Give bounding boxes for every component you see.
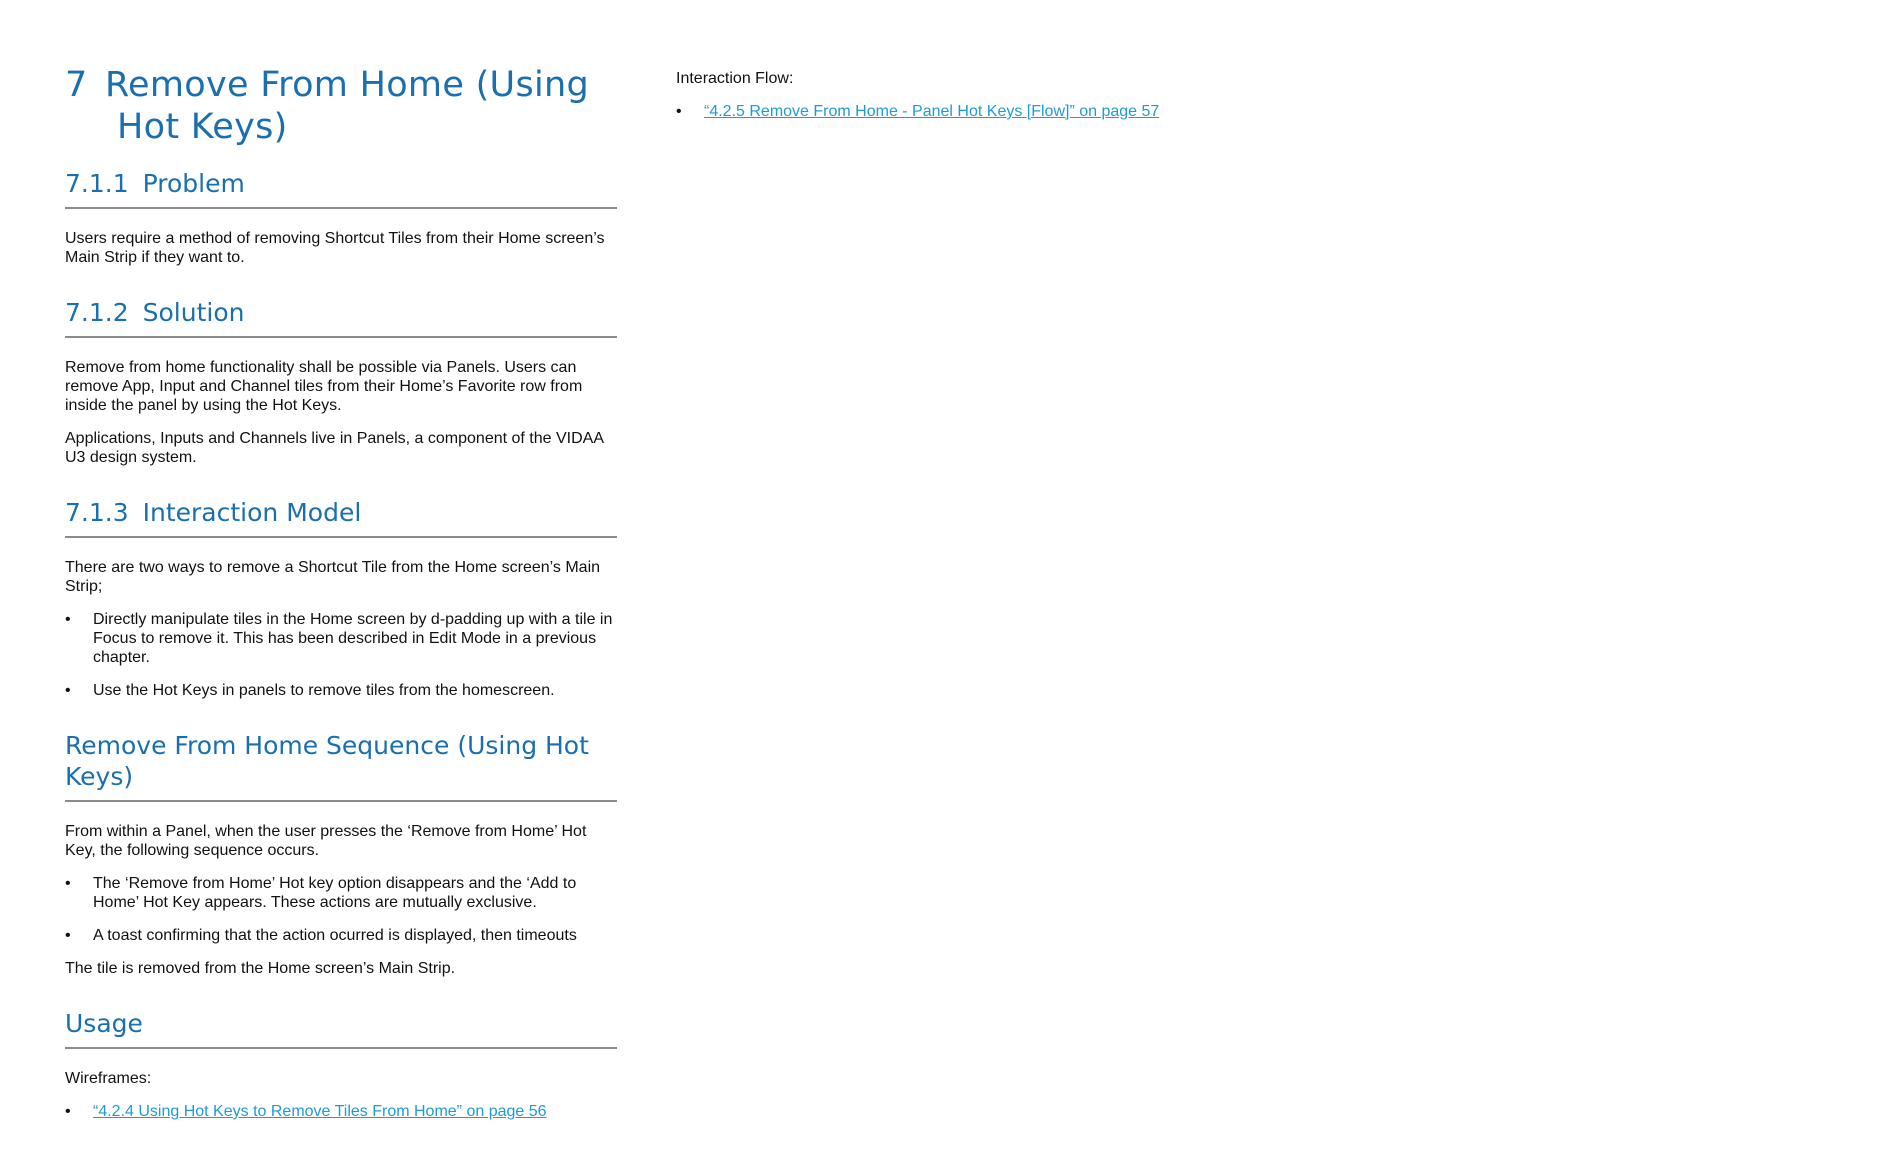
chapter-title bbox=[65, 64, 617, 148]
chapter-number: 7 bbox=[65, 65, 88, 105]
section-number: 7.1.1 bbox=[65, 169, 129, 198]
solution-paragraph-2: Applications, Inputs and Channels live in Panels, a component of the VIDAA U3 design system. bbox=[65, 430, 604, 466]
interaction-flow-link[interactable]: “4.2.5 Remove From Home - Panel Hot Keys [Flow]” on page 57 bbox=[704, 103, 1160, 120]
list-item bbox=[676, 102, 1376, 121]
problem-text: Users require a method of removing Shortcut Tiles from their Home screen’s Main Strip if they want to. bbox=[65, 230, 605, 266]
problem-heading bbox=[65, 168, 617, 209]
usage-section bbox=[65, 1008, 617, 1121]
wireframe-link[interactable]: “4.2.4 Using Hot Keys to Remove Tiles From Home” on page 56 bbox=[93, 1103, 547, 1120]
wireframes-label: Wireframes: bbox=[65, 1070, 152, 1087]
wireframes-list bbox=[65, 1102, 617, 1121]
section-number: 7.1.3 bbox=[65, 498, 129, 527]
problem-section bbox=[65, 168, 617, 267]
sequence-list bbox=[65, 874, 617, 945]
list-item: • The ‘Remove from Home’ Hot key option disappears and the ‘Add to Home’ Hot Key appears. These actions are mutually exclusive. bbox=[65, 874, 617, 912]
interaction-model-intro: There are two ways to remove a Shortcut Tile from the Home screen’s Main Strip; bbox=[65, 559, 601, 595]
chapter-title-line2: Hot Keys) bbox=[117, 107, 288, 147]
section-number: 7.1.2 bbox=[65, 298, 129, 327]
usage-heading: Usage bbox=[65, 1008, 617, 1049]
interaction-model-heading bbox=[65, 497, 617, 538]
interaction-model-section bbox=[65, 497, 617, 700]
section-title: Interaction Model bbox=[142, 498, 362, 527]
list-item: • Use the Hot Keys in panels to remove tiles from the homescreen. bbox=[65, 681, 617, 700]
interaction-flow-label: Interaction Flow: bbox=[676, 70, 794, 87]
interaction-model-list bbox=[65, 610, 617, 700]
list-item bbox=[65, 1102, 617, 1121]
chapter-title-line1: Remove From Home (Using bbox=[105, 65, 590, 105]
section-title: Solution bbox=[142, 298, 245, 327]
sequence-section bbox=[65, 730, 617, 978]
solution-paragraph-1: Remove from home functionality shall be possible via Panels. Users can remove App, Input and Channel tiles from their Home’s Favorite row from inside the panel by using the Hot Keys. bbox=[65, 359, 583, 414]
solution-section bbox=[65, 297, 617, 467]
sequence-heading: Remove From Home Sequence (Using Hot Keys) bbox=[65, 730, 617, 802]
right-column bbox=[676, 64, 1376, 135]
sequence-outro: The tile is removed from the Home screen’s Main Strip. bbox=[65, 960, 456, 977]
interaction-flow-list bbox=[676, 102, 1376, 121]
sequence-intro: From within a Panel, when the user presses the ‘Remove from Home’ Hot Key, the following sequence occurs. bbox=[65, 823, 587, 859]
section-title: Problem bbox=[142, 169, 245, 198]
list-item: • A toast confirming that the action ocurred is displayed, then timeouts bbox=[65, 926, 617, 945]
left-column bbox=[65, 64, 617, 1151]
list-item: • Directly manipulate tiles in the Home screen by d-padding up with a tile in Focus to remove it. This has been described in Edit Mode in a previous chapter. bbox=[65, 610, 617, 667]
solution-heading bbox=[65, 297, 617, 338]
